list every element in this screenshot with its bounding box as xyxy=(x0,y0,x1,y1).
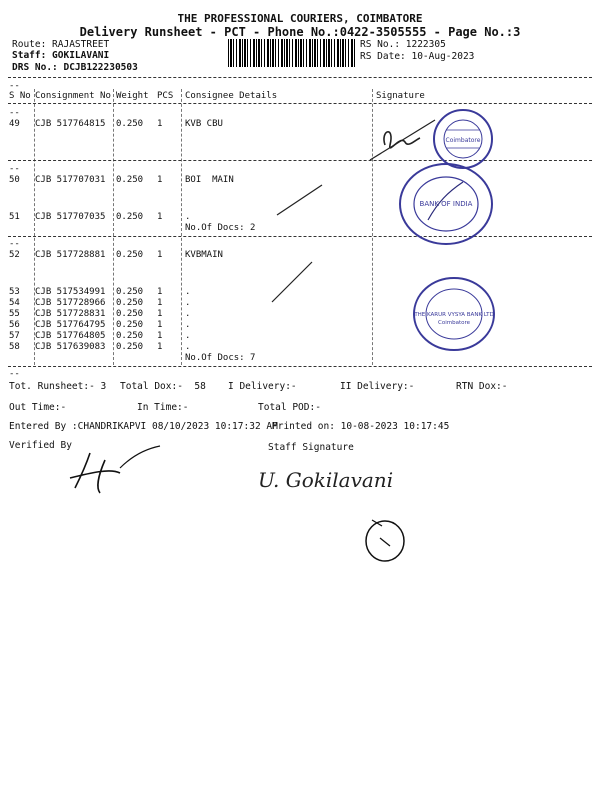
row-consignment: CJB 517764815 xyxy=(35,119,106,129)
row-sno: 56 xyxy=(9,320,20,330)
table-row xyxy=(0,119,600,130)
row-sno: 54 xyxy=(9,298,20,308)
docs-count: No.Of Docs: 2 xyxy=(185,223,256,233)
row-sno: 53 xyxy=(9,287,20,297)
row-consignment: CJB 517764795 xyxy=(35,320,106,330)
company-title: THE PROFESSIONAL COURIERS, COIMBATORE xyxy=(177,12,423,25)
row-consignment: CJB 517728831 xyxy=(35,309,106,319)
group-note xyxy=(0,223,600,234)
row-consignment: CJB 517707031 xyxy=(35,175,106,185)
col-consignee: Consignee Details xyxy=(185,91,278,101)
bank-stamp-boi xyxy=(398,162,494,246)
row-consignment: CJB 517764805 xyxy=(35,331,106,341)
column-header xyxy=(0,91,600,102)
rs-number: RS No.: 1222305 xyxy=(360,39,446,50)
docs-count: No.Of Docs: 7 xyxy=(185,353,256,363)
row-pcs: 1 xyxy=(157,298,163,308)
row-sno: 52 xyxy=(9,250,20,260)
row-consignee: . xyxy=(185,331,191,341)
row-pcs: 1 xyxy=(157,119,163,129)
row-weight: 0.250 xyxy=(116,287,144,297)
row-consignee: . xyxy=(185,309,191,319)
row-pcs: 1 xyxy=(157,175,163,185)
row-weight: 0.250 xyxy=(116,331,144,341)
row-consignee: KVBMAIN xyxy=(185,250,223,260)
row-consignment: CJB 517728881 xyxy=(35,250,106,260)
row-pcs: 1 xyxy=(157,250,163,260)
circle-mark xyxy=(362,516,408,564)
group-note xyxy=(0,353,600,364)
table-row xyxy=(0,320,600,331)
divider xyxy=(8,160,592,161)
first-delivery: I Delivery:- xyxy=(228,381,297,392)
row-sno: 57 xyxy=(9,331,20,341)
table-row xyxy=(0,342,600,353)
row-consignee: . xyxy=(185,287,191,297)
row-pcs: 1 xyxy=(157,309,163,319)
divider xyxy=(8,77,592,78)
stamp-text: THE KARUR VYSYA BANK LTD xyxy=(414,312,494,318)
printed-on: Printed on: 10-08-2023 10:17:45 xyxy=(272,421,450,432)
total-dox: Total Dox:- 58 xyxy=(120,381,206,392)
tick-mark xyxy=(268,258,318,308)
row-sno: 58 xyxy=(9,342,20,352)
row-consignment: CJB 517534991 xyxy=(35,287,106,297)
row-weight: 0.250 xyxy=(116,250,144,260)
staff-handwritten-signature: U. Gokilavani xyxy=(258,468,394,492)
out-time: Out Time:- xyxy=(9,402,67,413)
barcode xyxy=(228,39,356,67)
table-row xyxy=(0,309,600,320)
row-consignment: CJB 517728966 xyxy=(35,298,106,308)
row-sno: 51 xyxy=(9,212,20,222)
col-sno: S No xyxy=(9,91,31,101)
row-consignee: . xyxy=(185,320,191,330)
col-consignment: Consignment No xyxy=(35,91,111,101)
row-consignee: . xyxy=(185,342,191,352)
row-consignee: KVB CBU xyxy=(185,119,223,129)
tick-mark xyxy=(272,180,332,220)
col-weight: Weight xyxy=(116,91,149,101)
divider xyxy=(8,236,592,237)
drs-label: DRS No.: DCJB122230503 xyxy=(12,62,138,73)
row-consignment: CJB 517639083 xyxy=(35,342,106,352)
row-weight: 0.250 xyxy=(116,342,144,352)
row-weight: 0.250 xyxy=(116,119,144,129)
row-consignee: . xyxy=(185,298,191,308)
dash-mark: -- xyxy=(9,164,20,174)
row-weight: 0.250 xyxy=(116,320,144,330)
dash-mark: -- xyxy=(9,81,20,91)
row-pcs: 1 xyxy=(157,331,163,341)
stamp-text: Coimbatore xyxy=(445,137,481,144)
row-weight: 0.250 xyxy=(116,212,144,222)
runsheet-title: Delivery Runsheet - PCT - Phone No.:0422-3505555 - Page No.:3 xyxy=(79,25,521,39)
col-signature: Signature xyxy=(376,91,425,101)
total-pod: Total POD:- xyxy=(258,402,321,413)
divider xyxy=(8,103,592,104)
row-weight: 0.250 xyxy=(116,175,144,185)
row-consignee: BOI MAIN xyxy=(185,175,234,185)
row-sno: 50 xyxy=(9,175,20,185)
divider xyxy=(8,366,592,367)
row-sno: 55 xyxy=(9,309,20,319)
stamp-text: Coimbatore xyxy=(438,320,470,326)
bank-stamp-kvb-cbu xyxy=(432,108,494,170)
dash-mark: -- xyxy=(9,239,20,249)
stamp-text: BANK OF INDIA xyxy=(419,200,473,208)
rtn-dox: RTN Dox:- xyxy=(456,381,508,392)
verifier-signature xyxy=(60,438,170,498)
row-pcs: 1 xyxy=(157,320,163,330)
col-pcs: PCS xyxy=(157,91,174,101)
row-pcs: 1 xyxy=(157,212,163,222)
entered-by: Entered By :CHANDRIKAPVI 08/10/2023 10:17:32 AM xyxy=(9,421,278,432)
in-time: In Time:- xyxy=(137,402,189,413)
row-consignment: CJB 517707035 xyxy=(35,212,106,222)
dash-mark: -- xyxy=(9,108,20,118)
second-delivery: II Delivery:- xyxy=(340,381,415,392)
staff-signature-label: Staff Signature xyxy=(268,442,354,453)
table-row xyxy=(0,331,600,342)
total-runsheet: Tot. Runsheet:- 3 xyxy=(9,381,107,392)
bank-stamp-kvb-main xyxy=(412,276,496,352)
row-sno: 49 xyxy=(9,119,20,129)
row-weight: 0.250 xyxy=(116,298,144,308)
row-consignee: . xyxy=(185,212,191,222)
route-label: Route: RAJASTREET xyxy=(12,39,110,50)
row-weight: 0.250 xyxy=(116,309,144,319)
dash-mark: -- xyxy=(9,369,20,379)
rs-date: RS Date: 10-Aug-2023 xyxy=(360,51,475,62)
row-pcs: 1 xyxy=(157,287,163,297)
verified-by: Verified By xyxy=(9,440,72,451)
row-pcs: 1 xyxy=(157,342,163,352)
staff-label: Staff: GOKILAVANI xyxy=(12,50,110,61)
